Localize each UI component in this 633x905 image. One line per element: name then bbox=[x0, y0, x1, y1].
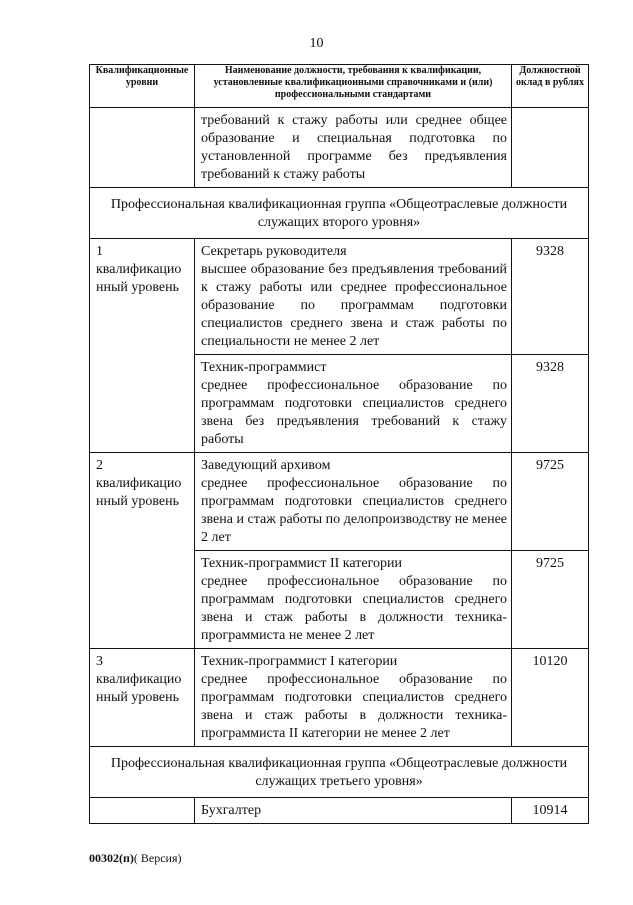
position-requirements: среднее профессиональное образование по программам подготовки специалистов среднего звена и стаж работы в должности техника-программиста II категории не менее 2 лет bbox=[201, 672, 507, 741]
level3-cell bbox=[90, 649, 195, 747]
group-row bbox=[90, 747, 589, 798]
position-cell bbox=[195, 453, 512, 551]
table-header-row bbox=[90, 65, 589, 108]
salary-cell bbox=[512, 355, 589, 453]
group3-title: Профессиональная квалификационная группа «Общеотраслевые должности служащих третьего уровня» bbox=[110, 756, 568, 789]
position-description bbox=[195, 355, 511, 452]
continuation-text: требований к стажу работы или среднее общее образование и специальная подготовка по установленной программе без предъявления требований к стажу работы bbox=[201, 113, 507, 182]
empty-cell bbox=[90, 108, 195, 188]
salary-table bbox=[89, 64, 589, 824]
header-position-name: Наименование должности, требования к квалификации, установленные квалификационными справочниками и (или) профессиональными стандартами bbox=[195, 65, 512, 108]
position-title: Бухгалтер bbox=[201, 803, 262, 818]
position-cell bbox=[195, 355, 512, 453]
position-cell bbox=[195, 798, 512, 824]
empty-cell bbox=[90, 798, 195, 824]
level3-label: 3 квалификацио нный уровень bbox=[96, 654, 182, 705]
group2-title: Профессиональная квалификационная группа «Общеотраслевые должности служащих второго уровня» bbox=[110, 197, 568, 230]
position-title: Техник-программист I категории bbox=[201, 654, 398, 669]
salary-cell bbox=[512, 453, 589, 551]
salary-cell bbox=[512, 649, 589, 747]
position-title: Заведующий архивом bbox=[201, 458, 331, 473]
position-requirements: среднее профессиональное образование по программам подготовки специалистов среднего звена без предъявления требований к стажу работы bbox=[201, 378, 507, 447]
position-cell bbox=[195, 551, 512, 649]
position-requirements: среднее профессиональное образование по программам подготовки специалистов среднего звена и стаж работы в должности техника-программиста не менее 2 лет bbox=[201, 574, 507, 643]
table-row bbox=[90, 798, 589, 824]
salary-cell bbox=[512, 798, 589, 824]
position-title: Техник-программист II категории bbox=[201, 556, 402, 571]
salary-value: 10120 bbox=[532, 654, 568, 669]
page-number: 10 bbox=[309, 36, 324, 51]
empty-cell bbox=[512, 108, 589, 188]
position-description bbox=[195, 239, 511, 354]
position-requirements: высшее образование без предъявления требований к стажу работы или среднее профессиональное образование по программам подготовки специалистов среднего звена и стаж работы по специальности не менее 2 лет bbox=[201, 262, 507, 349]
position-requirements: среднее профессиональное образование по программам подготовки специалистов среднего звена и стаж работы по делопроизводству не менее 2 лет bbox=[201, 476, 507, 545]
position-cell bbox=[195, 239, 512, 355]
group2-title-cell bbox=[90, 188, 589, 239]
group3-title-cell bbox=[90, 747, 589, 798]
table-row bbox=[90, 453, 589, 551]
position-title: Секретарь руководителя bbox=[201, 244, 347, 259]
salary-value: 9328 bbox=[536, 244, 564, 259]
document-version: ( Версия) bbox=[133, 851, 182, 865]
position-cell bbox=[195, 649, 512, 747]
table-row bbox=[90, 239, 589, 355]
document-footer bbox=[89, 851, 182, 866]
continuation-text-cell bbox=[195, 108, 512, 188]
position-description bbox=[195, 649, 511, 746]
salary-cell bbox=[512, 239, 589, 355]
table-row bbox=[90, 649, 589, 747]
salary-value: 10914 bbox=[532, 803, 568, 818]
salary-value: 9725 bbox=[536, 458, 564, 473]
group-row bbox=[90, 188, 589, 239]
salary-cell bbox=[512, 551, 589, 649]
header-qualification-levels: Квалификационные уровни bbox=[90, 65, 195, 108]
position-description bbox=[195, 453, 511, 550]
table-row bbox=[90, 108, 589, 188]
header-salary: Должностной оклад в рублях bbox=[512, 65, 589, 108]
salary-value: 9725 bbox=[536, 556, 564, 571]
level1-label: 1 квалификацио нный уровень bbox=[96, 244, 182, 295]
level2-label: 2 квалификацио нный уровень bbox=[96, 458, 182, 509]
level2-cell bbox=[90, 453, 195, 649]
position-description bbox=[195, 551, 511, 648]
salary-value: 9328 bbox=[536, 360, 564, 375]
position-title: Техник-программист bbox=[201, 360, 327, 375]
level1-cell bbox=[90, 239, 195, 453]
document-code: 00302(п) bbox=[89, 851, 134, 865]
